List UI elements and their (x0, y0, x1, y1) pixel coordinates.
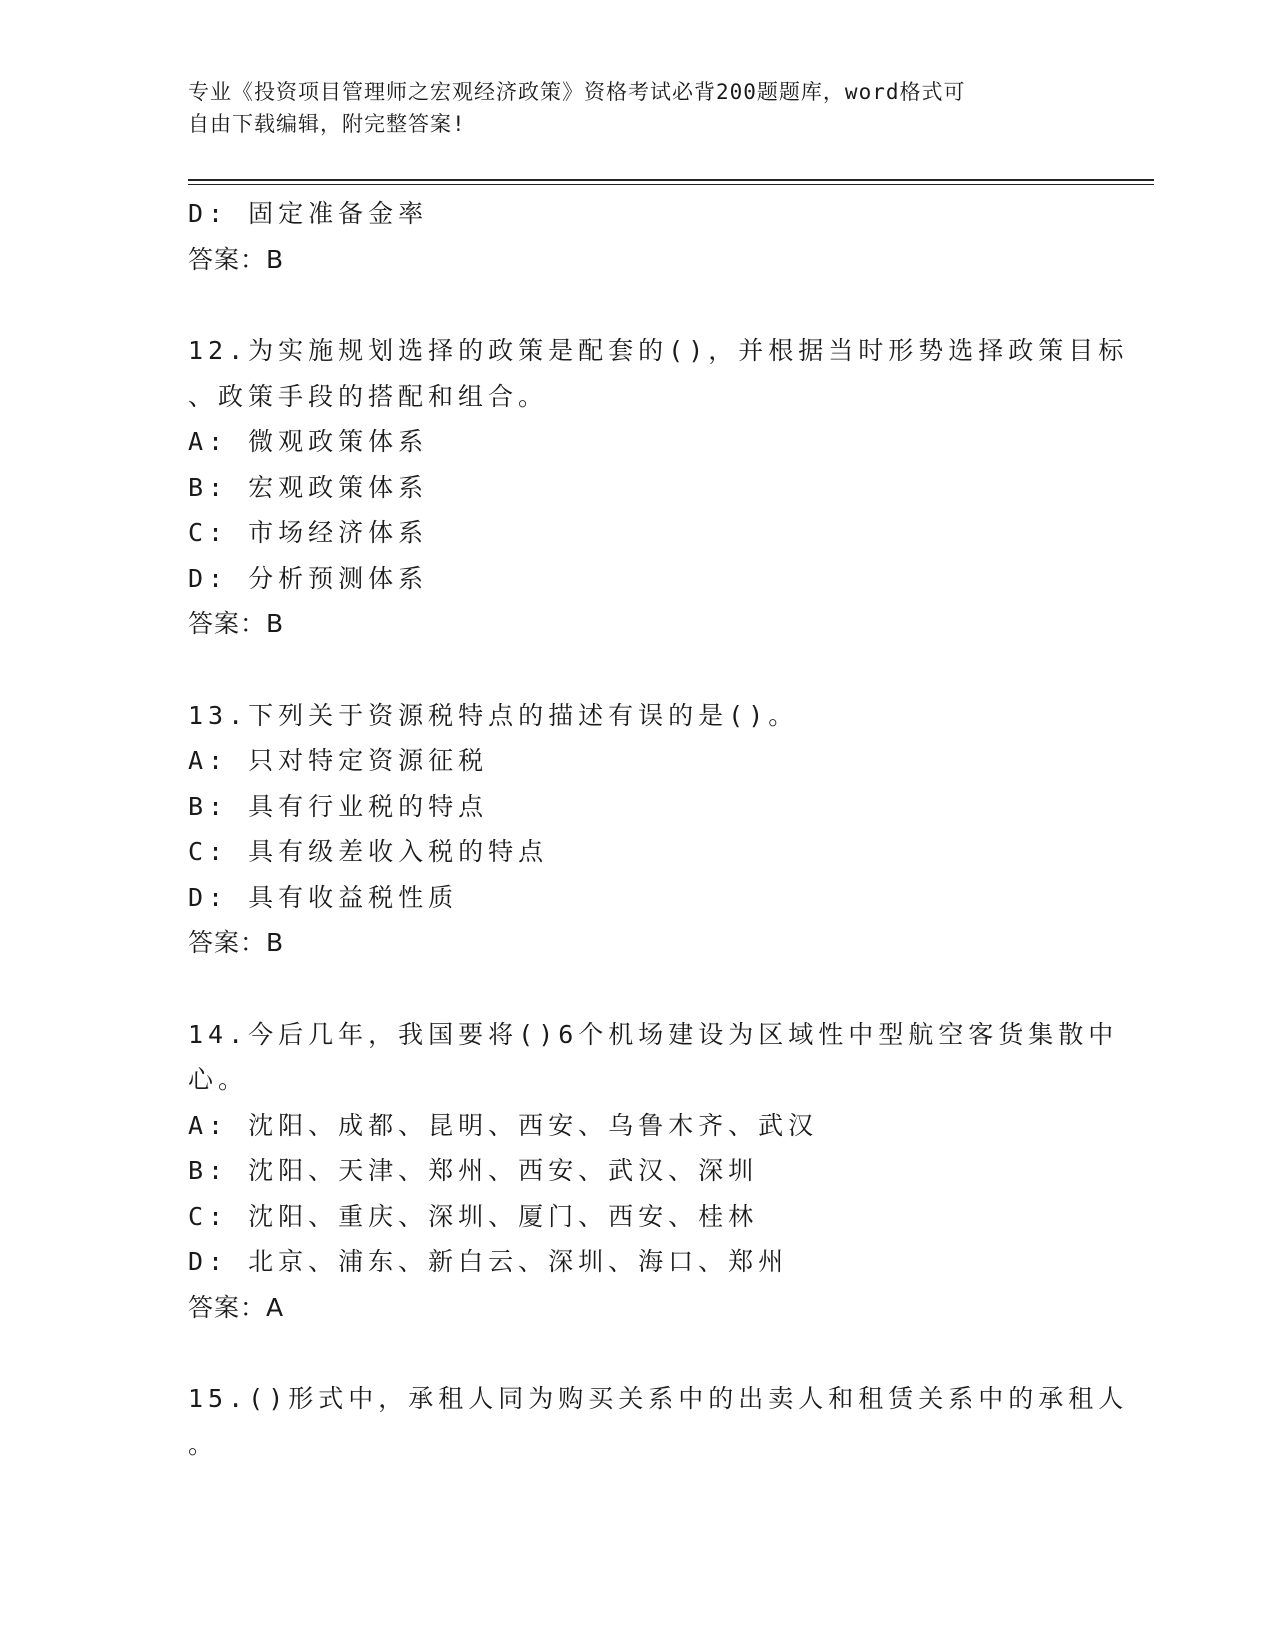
option-c: C: 沈阳、重庆、深圳、厦门、西安、桂林 (188, 1201, 759, 1231)
answer-line: 答案：B (188, 609, 285, 638)
option-d: D: 北京、浦东、新白云、深圳、海口、郑州 (188, 1247, 789, 1276)
spacer (188, 966, 1088, 1012)
option-a: A: 沈阳、成都、昆明、西安、乌鲁木齐、武汉 (188, 1110, 819, 1140)
question-stem-cont: 心。 (188, 1065, 249, 1094)
question-list (188, 191, 1129, 1467)
option-b: B: 具有行业税的特点 (188, 791, 489, 821)
header-divider-thick (188, 179, 1154, 181)
option-b: B: 沈阳、天津、郑州、西安、武汉、深圳 (188, 1156, 759, 1185)
question-stem: 13.下列关于资源税特点的描述有误的是()。 (188, 700, 799, 730)
header-line-2: 自由下载编辑，附完整答案! (188, 112, 466, 136)
option-d: D: 具有收益税性质 (188, 882, 459, 912)
option-d: D: 固定准备金率 (188, 199, 429, 228)
option-b: B: 宏观政策体系 (188, 472, 429, 502)
option-a: A: 微观政策体系 (188, 427, 429, 456)
question-15 (188, 1376, 1129, 1467)
answer-line: 答案：B (188, 244, 285, 274)
document-header (188, 76, 1068, 140)
question-stem-cont: 。 (188, 1429, 219, 1459)
answer-line: 答案：B (188, 928, 285, 957)
spacer (188, 282, 1088, 328)
option-a: A: 只对特定资源征税 (188, 746, 489, 775)
question-12 (188, 328, 1129, 647)
question-14 (188, 1012, 1119, 1331)
header-line-1: 专业《投资项目管理师之宏观经济政策》资格考试必背200题题库，word格式可 (188, 80, 966, 104)
question-stem: 15.()形式中，承租人同为购买关系中的出卖人和租赁关系中的承租人 (188, 1384, 1129, 1413)
option-c: C: 市场经济体系 (188, 518, 429, 547)
spacer (188, 647, 1088, 693)
header-divider-thin (188, 184, 1154, 185)
question-stem-cont: 、政策手段的搭配和组合。 (188, 381, 549, 411)
question-13 (188, 693, 1088, 966)
question-stem: 14.今后几年，我国要将()6个机场建设为区域性中型航空客货集散中 (188, 1019, 1119, 1049)
option-d: D: 分析预测体系 (188, 563, 429, 593)
answer-line: 答案：A (188, 1292, 285, 1322)
option-c: C: 具有级差收入税的特点 (188, 837, 549, 866)
spacer (188, 1330, 1088, 1376)
question-stem: 12.为实施规划选择的政策是配套的()，并根据当时形势选择政策目标 (188, 336, 1129, 365)
